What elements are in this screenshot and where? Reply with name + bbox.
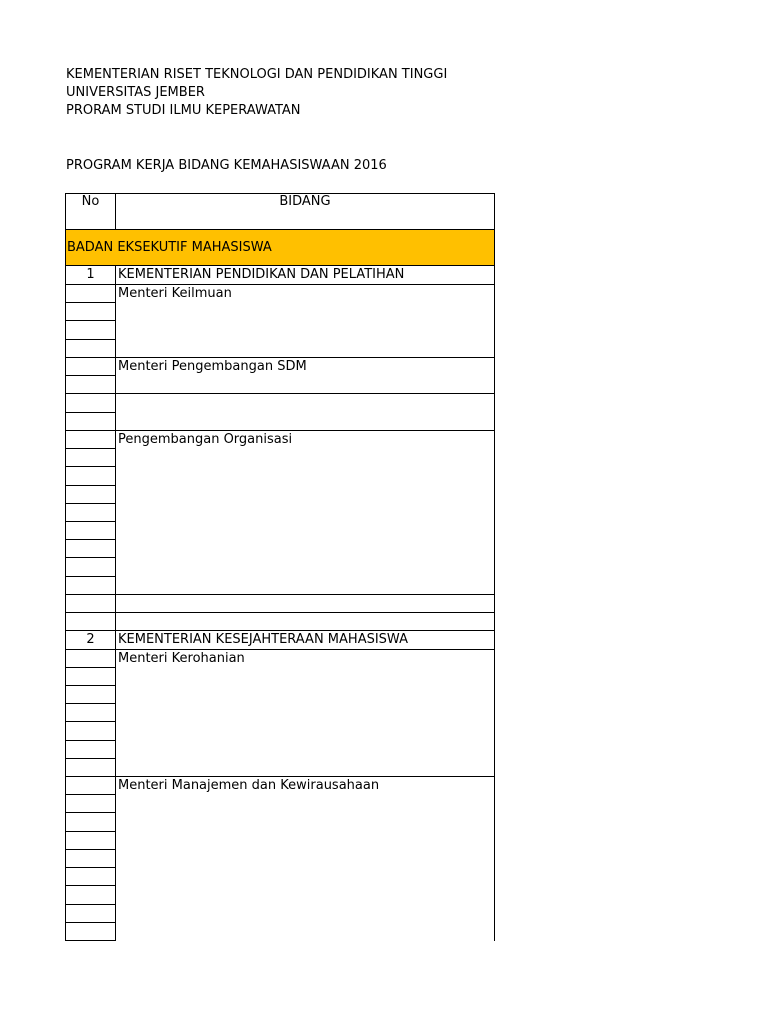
row-line bbox=[65, 776, 495, 777]
no-cell-line bbox=[65, 904, 115, 905]
list-item: Menteri Pengembangan SDM bbox=[118, 359, 307, 374]
no-cell-line bbox=[65, 867, 115, 868]
no-cell-line bbox=[65, 685, 115, 686]
no-cell-line bbox=[65, 448, 115, 449]
row-line bbox=[65, 229, 495, 230]
university-name: UNIVERSITAS JEMBER bbox=[66, 85, 205, 100]
row-line bbox=[65, 594, 495, 595]
table-right-border bbox=[494, 193, 495, 941]
no-cell-line bbox=[65, 557, 115, 558]
row-line bbox=[65, 649, 495, 650]
no-cell-line bbox=[65, 831, 115, 832]
no-cell-line bbox=[65, 485, 115, 486]
group-title: KEMENTERIAN KESEJAHTERAAN MAHASISWA bbox=[118, 632, 408, 647]
ministry-name: KEMENTERIAN RISET TEKNOLOGI DAN PENDIDIKAN TINGGI bbox=[66, 67, 448, 82]
no-cell-line bbox=[65, 576, 115, 577]
row-line bbox=[65, 284, 495, 285]
table-left-border bbox=[65, 193, 66, 941]
no-cell-line bbox=[65, 922, 115, 923]
no-cell-line bbox=[65, 703, 115, 704]
no-cell-line bbox=[65, 539, 115, 540]
no-cell-line bbox=[65, 667, 115, 668]
column-header-no: No bbox=[81, 194, 100, 209]
no-cell-line bbox=[65, 758, 115, 759]
no-cell-line bbox=[65, 721, 115, 722]
row-line bbox=[65, 393, 495, 394]
no-cell-line bbox=[65, 794, 115, 795]
no-cell-line bbox=[65, 412, 115, 413]
no-cell-line bbox=[65, 302, 115, 303]
group-title: KEMENTERIAN PENDIDIKAN DAN PELATIHAN bbox=[118, 267, 405, 282]
study-program-name: PRORAM STUDI ILMU KEPERAWATAN bbox=[66, 103, 301, 118]
no-cell-line bbox=[65, 812, 115, 813]
document-title: PROGRAM KERJA BIDANG KEMAHASISWAAN 2016 bbox=[66, 158, 387, 173]
group-number: 1 bbox=[86, 267, 95, 282]
no-cell-line bbox=[65, 320, 115, 321]
no-cell-line bbox=[65, 885, 115, 886]
list-item: Pengembangan Organisasi bbox=[118, 432, 293, 447]
no-cell-line bbox=[65, 940, 115, 941]
no-cell-line bbox=[65, 849, 115, 850]
list-item: Menteri Manajemen dan Kewirausahaan bbox=[118, 778, 380, 793]
no-cell-line bbox=[65, 339, 115, 340]
no-cell-line bbox=[65, 521, 115, 522]
row-line bbox=[65, 612, 495, 613]
section-title: BADAN EKSEKUTIF MAHASISWA bbox=[67, 240, 272, 255]
group-number: 2 bbox=[86, 632, 95, 647]
row-line bbox=[65, 630, 495, 631]
row-line bbox=[65, 430, 495, 431]
list-item: Menteri Kerohanian bbox=[118, 651, 245, 666]
column-header-bidang: BIDANG bbox=[279, 194, 331, 209]
list-item: Menteri Keilmuan bbox=[118, 286, 232, 301]
table-divider bbox=[115, 266, 116, 941]
row-line bbox=[65, 265, 495, 266]
no-cell-line bbox=[65, 740, 115, 741]
no-cell-line bbox=[65, 375, 115, 376]
row-line bbox=[65, 357, 495, 358]
no-cell-line bbox=[65, 466, 115, 467]
no-cell-line bbox=[65, 503, 115, 504]
